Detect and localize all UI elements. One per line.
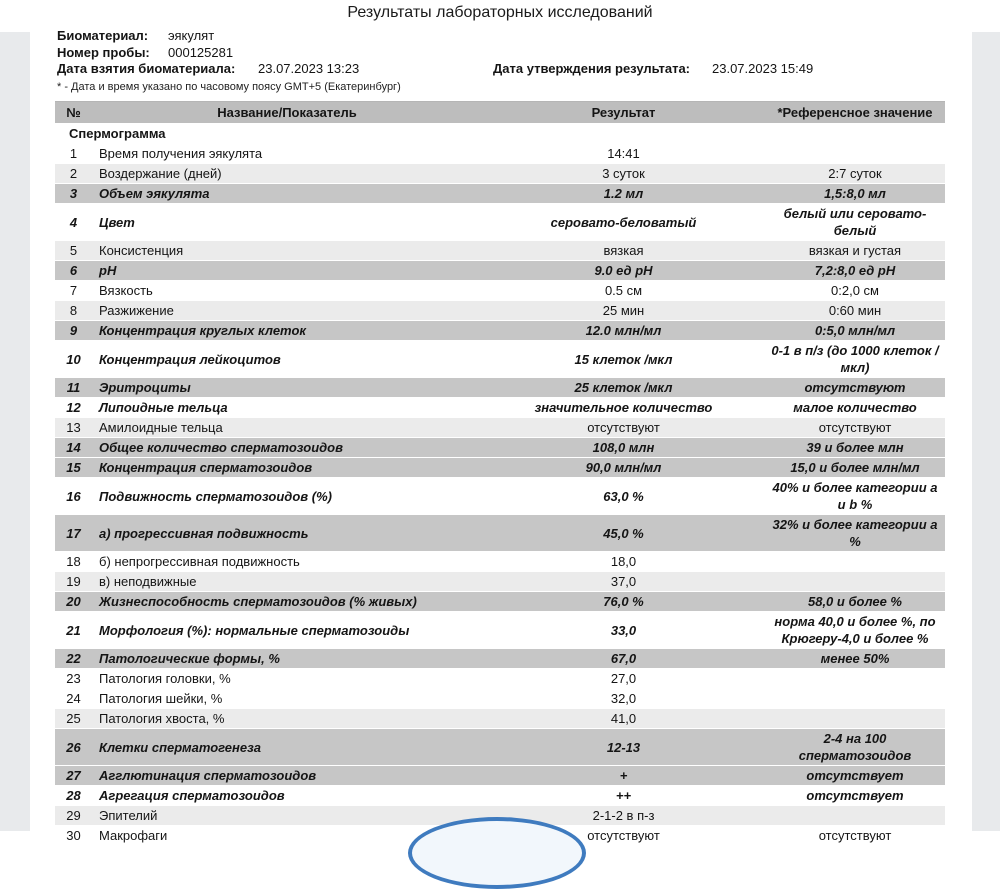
col-header-number: № [55, 102, 92, 124]
row-name: Вязкость [92, 281, 482, 301]
row-reference: 15,0 и более млн/мл [765, 458, 945, 478]
table-row [55, 204, 945, 241]
sample-number-label: Номер пробы: [57, 44, 150, 60]
row-reference [765, 806, 945, 826]
row-result: 9.0 ед pH [482, 261, 765, 281]
table-row [55, 184, 945, 204]
row-number: 10 [55, 341, 92, 378]
table-row [55, 164, 945, 184]
row-name: Патология шейки, % [92, 689, 482, 709]
row-number: 12 [55, 398, 92, 418]
row-name: Агглютинация сперматозоидов [92, 766, 482, 786]
row-number: 16 [55, 478, 92, 515]
biomaterial-line [57, 28, 947, 45]
table-row [55, 418, 945, 438]
row-result: 3 суток [482, 164, 765, 184]
row-name: Консистенция [92, 241, 482, 261]
sample-number-line [57, 45, 947, 62]
row-result: 27,0 [482, 669, 765, 689]
row-name: Цвет [92, 204, 482, 241]
approval-date-value: 23.07.2023 15:49 [712, 61, 814, 76]
row-reference [765, 572, 945, 592]
row-number: 13 [55, 418, 92, 438]
right-page-margin [972, 32, 1000, 831]
row-name: Разжижение [92, 301, 482, 321]
row-result: 25 мин [482, 301, 765, 321]
row-number: 11 [55, 378, 92, 398]
row-reference [765, 552, 945, 572]
sample-number-value: 000125281 [168, 44, 234, 60]
col-header-name: Название/Показатель [92, 102, 482, 124]
table-row [55, 261, 945, 281]
row-result: 0.5 см [482, 281, 765, 301]
results-rows [55, 144, 945, 846]
row-result: 45,0 % [482, 515, 765, 552]
row-result: значительное количество [482, 398, 765, 418]
row-number: 28 [55, 786, 92, 806]
row-name: Общее количество сперматозоидов [92, 438, 482, 458]
row-result: 25 клеток /мкл [482, 378, 765, 398]
row-result: отсутствуют [482, 418, 765, 438]
table-row [55, 592, 945, 612]
table-row [55, 612, 945, 649]
row-name: Патология головки, % [92, 669, 482, 689]
row-name: Концентрация сперматозоидов [92, 458, 482, 478]
table-row [55, 766, 945, 786]
row-reference: отсутствуют [765, 378, 945, 398]
table-row [55, 301, 945, 321]
row-name: Эритроциты [92, 378, 482, 398]
row-reference: менее 50% [765, 649, 945, 669]
row-number: 27 [55, 766, 92, 786]
dates-line [57, 61, 947, 78]
table-row [55, 572, 945, 592]
row-result: 1.2 мл [482, 184, 765, 204]
row-reference: норма 40,0 и более %, по Крюгеру-4,0 и более % [765, 612, 945, 649]
row-number: 21 [55, 612, 92, 649]
table-row [55, 144, 945, 164]
row-result: 41,0 [482, 709, 765, 729]
table-row [55, 378, 945, 398]
row-number: 3 [55, 184, 92, 204]
row-name: Концентрация круглых клеток [92, 321, 482, 341]
row-name: Жизнеспособность сперматозоидов (% живых) [92, 592, 482, 612]
row-result: 108,0 млн [482, 438, 765, 458]
section-title: Спермограмма [55, 124, 945, 144]
row-reference: отсутствуют [765, 418, 945, 438]
row-number: 8 [55, 301, 92, 321]
row-result: 76,0 % [482, 592, 765, 612]
table-row [55, 649, 945, 669]
row-result: 32,0 [482, 689, 765, 709]
row-number: 4 [55, 204, 92, 241]
table-row [55, 398, 945, 418]
results-table [55, 101, 945, 846]
row-number: 25 [55, 709, 92, 729]
row-name: Патологические формы, % [92, 649, 482, 669]
row-reference: 1,5:8,0 мл [765, 184, 945, 204]
row-reference: 40% и более категории a и b % [765, 478, 945, 515]
row-name: а) прогрессивная подвижность [92, 515, 482, 552]
row-result: 12-13 [482, 729, 765, 766]
row-reference: 32% и более категории a % [765, 515, 945, 552]
section-row [55, 124, 945, 144]
approval-date-label: Дата утверждения результата: [493, 61, 691, 76]
collection-date-label: Дата взятия биоматериала: [57, 61, 236, 76]
page-title: Результаты лабораторных исследований [347, 4, 653, 21]
biomaterial-label: Биоматериал: [57, 28, 149, 43]
row-reference: 0:5,0 млн/мл [765, 321, 945, 341]
row-name: Концентрация лейкоцитов [92, 341, 482, 378]
table-row [55, 281, 945, 301]
row-result: 12.0 млн/мл [482, 321, 765, 341]
row-reference: 0-1 в п/з (до 1000 клеток /мкл) [765, 341, 945, 378]
row-name: pH [92, 261, 482, 281]
row-number: 15 [55, 458, 92, 478]
row-result: 18,0 [482, 552, 765, 572]
biomaterial-value: эякулят [168, 28, 215, 43]
report-meta [57, 28, 947, 95]
row-reference: отсутствует [765, 766, 945, 786]
row-name: б) непрогрессивная подвижность [92, 552, 482, 572]
table-row [55, 786, 945, 806]
row-number: 30 [55, 826, 92, 846]
row-number: 7 [55, 281, 92, 301]
table-row [55, 458, 945, 478]
row-name: Агрегация сперматозоидов [92, 786, 482, 806]
row-name: Подвижность сперматозоидов (%) [92, 478, 482, 515]
row-result: 2-1-2 в п-з [482, 806, 765, 826]
left-page-margin [0, 32, 30, 831]
row-number: 20 [55, 592, 92, 612]
table-row [55, 341, 945, 378]
row-number: 2 [55, 164, 92, 184]
table-row [55, 438, 945, 458]
row-reference: 0:60 мин [765, 301, 945, 321]
row-reference: 58,0 и более % [765, 592, 945, 612]
row-reference: 2-4 на 100 сперматозоидов [765, 729, 945, 766]
row-number: 29 [55, 806, 92, 826]
row-reference: 0:2,0 см [765, 281, 945, 301]
row-result: 90,0 млн/мл [482, 458, 765, 478]
row-result: вязкая [482, 241, 765, 261]
row-result: 37,0 [482, 572, 765, 592]
row-name: Амилоидные тельца [92, 418, 482, 438]
row-reference [765, 144, 945, 164]
row-reference: 7,2:8,0 ед pH [765, 261, 945, 281]
col-header-result: Результат [482, 102, 765, 124]
table-row [55, 729, 945, 766]
row-name: Патология хвоста, % [92, 709, 482, 729]
row-number: 17 [55, 515, 92, 552]
row-reference: отсутствуют [765, 826, 945, 846]
row-number: 26 [55, 729, 92, 766]
row-result: 15 клеток /мкл [482, 341, 765, 378]
row-number: 23 [55, 669, 92, 689]
row-number: 6 [55, 261, 92, 281]
row-name: Воздержание (дней) [92, 164, 482, 184]
row-reference [765, 709, 945, 729]
table-header-row [55, 102, 945, 124]
row-name: в) неподвижные [92, 572, 482, 592]
row-reference [765, 669, 945, 689]
row-name: Макрофаги [92, 826, 482, 846]
row-number: 14 [55, 438, 92, 458]
row-reference: отсутствует [765, 786, 945, 806]
row-number: 24 [55, 689, 92, 709]
table-row [55, 515, 945, 552]
row-reference: вязкая и густая [765, 241, 945, 261]
row-result: 67,0 [482, 649, 765, 669]
row-result: 33,0 [482, 612, 765, 649]
row-number: 9 [55, 321, 92, 341]
row-number: 5 [55, 241, 92, 261]
row-number: 1 [55, 144, 92, 164]
row-name: Морфология (%): нормальные сперматозоиды [92, 612, 482, 649]
table-row [55, 321, 945, 341]
oval-stamp [408, 817, 586, 889]
row-number: 18 [55, 552, 92, 572]
row-reference: малое количество [765, 398, 945, 418]
row-name: Клетки сперматогенеза [92, 729, 482, 766]
col-header-reference: *Референсное значение [765, 102, 945, 124]
row-result: отсутствуют [482, 826, 765, 846]
collection-date-value: 23.07.2023 13:23 [258, 61, 360, 76]
row-name: Объем эякулята [92, 184, 482, 204]
row-name: Липоидные тельца [92, 398, 482, 418]
row-reference: белый или серовато-белый [765, 204, 945, 241]
row-reference: 39 и более млн [765, 438, 945, 458]
row-result: + [482, 766, 765, 786]
timezone-note: * - Дата и время указано по часовому поясу GMT+5 (Екатеринбург) [57, 80, 401, 93]
row-reference: 2:7 суток [765, 164, 945, 184]
row-result: 14:41 [482, 144, 765, 164]
row-number: 19 [55, 572, 92, 592]
row-name: Эпителий [92, 806, 482, 826]
table-row [55, 709, 945, 729]
table-row [55, 689, 945, 709]
table-row [55, 478, 945, 515]
row-reference [765, 689, 945, 709]
row-result: серовато-беловатый [482, 204, 765, 241]
table-row [55, 241, 945, 261]
row-result: 63,0 % [482, 478, 765, 515]
table-row [55, 552, 945, 572]
table-row [55, 669, 945, 689]
row-number: 22 [55, 649, 92, 669]
row-result: ++ [482, 786, 765, 806]
row-name: Время получения эякулята [92, 144, 482, 164]
